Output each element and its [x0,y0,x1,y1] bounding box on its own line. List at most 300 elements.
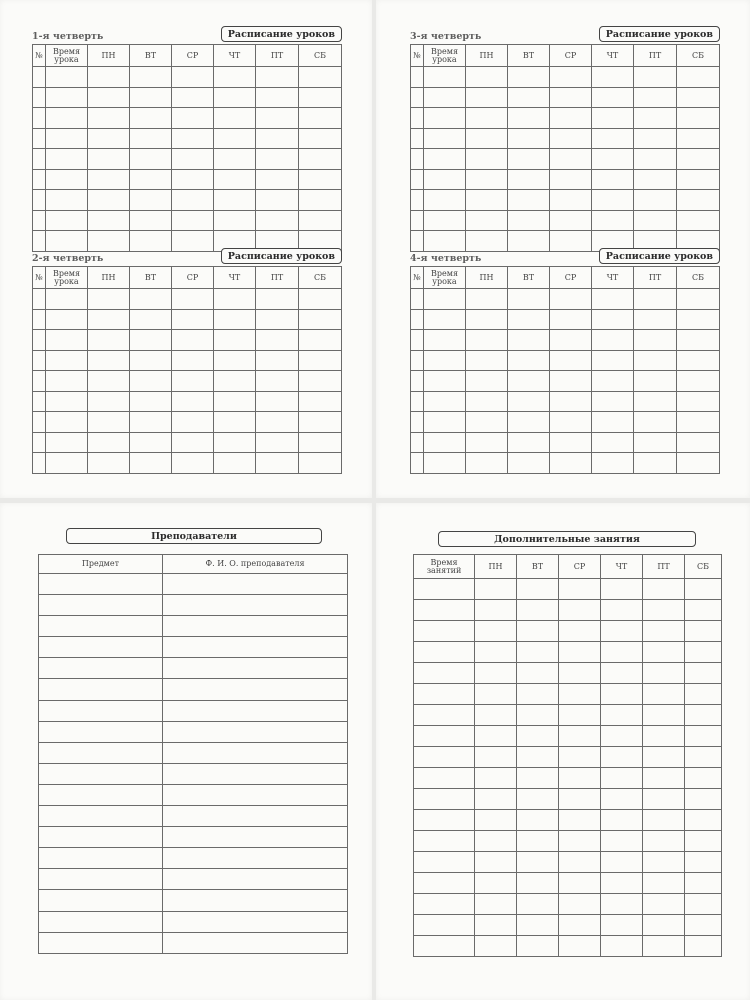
table-cell[interactable] [46,67,88,88]
table-cell[interactable] [130,432,172,453]
table-cell[interactable] [411,330,424,351]
table-cell[interactable] [299,210,342,231]
table-cell[interactable] [256,309,299,330]
table-cell[interactable] [466,391,508,412]
table-cell[interactable] [508,432,550,453]
table-cell[interactable] [130,231,172,252]
table-cell[interactable] [475,747,517,768]
table-cell[interactable] [677,87,720,108]
table-cell[interactable] [130,190,172,211]
table-cell[interactable] [634,391,677,412]
table-cell[interactable] [685,852,722,873]
table-cell[interactable] [299,391,342,412]
table-cell[interactable] [634,412,677,433]
table-cell[interactable] [634,350,677,371]
table-cell[interactable] [466,231,508,252]
table-cell[interactable] [424,391,466,412]
table-cell[interactable] [424,149,466,170]
table-cell[interactable] [592,289,634,310]
table-cell[interactable] [33,371,46,392]
table-cell[interactable] [299,289,342,310]
table-cell[interactable] [33,210,46,231]
table-cell[interactable] [411,169,424,190]
table-cell[interactable] [685,810,722,831]
table-cell[interactable] [601,579,643,600]
table-cell[interactable] [685,579,722,600]
table-cell[interactable] [601,768,643,789]
table-cell[interactable] [517,873,559,894]
table-cell[interactable] [466,371,508,392]
table-cell[interactable] [643,621,685,642]
table-cell[interactable] [163,848,348,869]
table-cell[interactable] [634,210,677,231]
table-cell[interactable] [214,412,256,433]
table-cell[interactable] [256,67,299,88]
table-cell[interactable] [163,574,348,595]
table-cell[interactable] [559,747,601,768]
table-cell[interactable] [466,412,508,433]
table-cell[interactable] [39,700,163,721]
table-cell[interactable] [299,350,342,371]
table-cell[interactable] [39,806,163,827]
table-cell[interactable] [592,432,634,453]
table-cell[interactable] [643,642,685,663]
table-cell[interactable] [299,412,342,433]
table-cell[interactable] [130,149,172,170]
table-cell[interactable] [559,600,601,621]
table-cell[interactable] [508,330,550,351]
table-cell[interactable] [39,827,163,848]
table-cell[interactable] [466,289,508,310]
table-cell[interactable] [414,726,475,747]
table-cell[interactable] [163,679,348,700]
table-cell[interactable] [475,789,517,810]
table-cell[interactable] [643,894,685,915]
table-cell[interactable] [414,579,475,600]
table-cell[interactable] [424,350,466,371]
table-cell[interactable] [475,621,517,642]
table-cell[interactable] [677,432,720,453]
table-cell[interactable] [256,108,299,129]
table-cell[interactable] [411,412,424,433]
table-cell[interactable] [163,721,348,742]
table-cell[interactable] [88,169,130,190]
table-cell[interactable] [466,67,508,88]
table-cell[interactable] [601,642,643,663]
table-cell[interactable] [643,747,685,768]
table-cell[interactable] [424,128,466,149]
table-cell[interactable] [634,169,677,190]
table-cell[interactable] [643,873,685,894]
table-cell[interactable] [299,149,342,170]
table-cell[interactable] [677,309,720,330]
table-cell[interactable] [88,391,130,412]
table-cell[interactable] [46,453,88,474]
table-cell[interactable] [559,789,601,810]
table-cell[interactable] [475,663,517,684]
table-cell[interactable] [163,595,348,616]
table-cell[interactable] [601,873,643,894]
table-cell[interactable] [424,190,466,211]
table-cell[interactable] [39,721,163,742]
table-cell[interactable] [592,210,634,231]
table-cell[interactable] [130,128,172,149]
table-cell[interactable] [634,432,677,453]
table-cell[interactable] [634,309,677,330]
table-cell[interactable] [475,642,517,663]
table-cell[interactable] [172,128,214,149]
table-cell[interactable] [130,391,172,412]
table-cell[interactable] [592,412,634,433]
table-cell[interactable] [414,873,475,894]
table-cell[interactable] [39,784,163,805]
table-cell[interactable] [685,831,722,852]
table-cell[interactable] [256,169,299,190]
table-cell[interactable] [172,289,214,310]
table-cell[interactable] [411,128,424,149]
table-cell[interactable] [592,67,634,88]
table-cell[interactable] [550,108,592,129]
table-cell[interactable] [163,932,348,953]
table-cell[interactable] [411,289,424,310]
table-cell[interactable] [46,87,88,108]
table-cell[interactable] [559,852,601,873]
table-cell[interactable] [601,684,643,705]
table-cell[interactable] [256,412,299,433]
table-cell[interactable] [643,684,685,705]
table-cell[interactable] [172,309,214,330]
table-cell[interactable] [550,149,592,170]
table-cell[interactable] [130,330,172,351]
table-cell[interactable] [550,210,592,231]
table-cell[interactable] [414,810,475,831]
table-cell[interactable] [33,309,46,330]
table-cell[interactable] [88,210,130,231]
table-cell[interactable] [592,330,634,351]
table-cell[interactable] [299,190,342,211]
table-cell[interactable] [299,453,342,474]
table-cell[interactable] [517,726,559,747]
table-cell[interactable] [508,108,550,129]
table-cell[interactable] [592,169,634,190]
table-cell[interactable] [88,190,130,211]
table-cell[interactable] [46,391,88,412]
table-cell[interactable] [466,169,508,190]
table-cell[interactable] [466,350,508,371]
table-cell[interactable] [424,231,466,252]
table-cell[interactable] [592,391,634,412]
table-cell[interactable] [299,128,342,149]
table-cell[interactable] [130,210,172,231]
table-cell[interactable] [517,621,559,642]
table-cell[interactable] [130,371,172,392]
table-cell[interactable] [46,149,88,170]
table-cell[interactable] [88,67,130,88]
table-cell[interactable] [33,350,46,371]
table-cell[interactable] [33,67,46,88]
table-cell[interactable] [475,705,517,726]
table-cell[interactable] [256,149,299,170]
table-cell[interactable] [475,936,517,957]
table-cell[interactable] [601,894,643,915]
table-cell[interactable] [508,169,550,190]
table-cell[interactable] [256,371,299,392]
table-cell[interactable] [214,391,256,412]
table-cell[interactable] [677,412,720,433]
table-cell[interactable] [559,831,601,852]
table-cell[interactable] [508,67,550,88]
table-cell[interactable] [88,231,130,252]
table-cell[interactable] [508,391,550,412]
table-cell[interactable] [466,210,508,231]
table-cell[interactable] [163,869,348,890]
table-cell[interactable] [39,595,163,616]
table-cell[interactable] [550,412,592,433]
table-cell[interactable] [411,371,424,392]
table-cell[interactable] [414,705,475,726]
table-cell[interactable] [601,789,643,810]
table-cell[interactable] [214,128,256,149]
table-cell[interactable] [163,616,348,637]
table-cell[interactable] [130,412,172,433]
table-cell[interactable] [466,190,508,211]
table-cell[interactable] [299,67,342,88]
table-cell[interactable] [466,128,508,149]
table-cell[interactable] [601,621,643,642]
table-cell[interactable] [559,621,601,642]
table-cell[interactable] [550,231,592,252]
table-cell[interactable] [256,453,299,474]
table-cell[interactable] [559,642,601,663]
table-cell[interactable] [550,87,592,108]
table-cell[interactable] [508,309,550,330]
table-cell[interactable] [214,330,256,351]
table-cell[interactable] [592,190,634,211]
table-cell[interactable] [299,309,342,330]
table-cell[interactable] [424,453,466,474]
table-cell[interactable] [88,371,130,392]
table-cell[interactable] [592,371,634,392]
table-cell[interactable] [601,600,643,621]
table-cell[interactable] [39,637,163,658]
table-cell[interactable] [39,848,163,869]
table-cell[interactable] [172,149,214,170]
table-cell[interactable] [411,453,424,474]
table-cell[interactable] [46,210,88,231]
table-cell[interactable] [424,169,466,190]
table-cell[interactable] [88,87,130,108]
table-cell[interactable] [33,391,46,412]
table-cell[interactable] [88,453,130,474]
table-cell[interactable] [559,684,601,705]
table-cell[interactable] [559,663,601,684]
table-cell[interactable] [677,149,720,170]
table-cell[interactable] [88,108,130,129]
table-cell[interactable] [677,108,720,129]
table-cell[interactable] [466,330,508,351]
table-cell[interactable] [685,894,722,915]
table-cell[interactable] [130,309,172,330]
table-cell[interactable] [643,789,685,810]
table-cell[interactable] [550,67,592,88]
table-cell[interactable] [88,128,130,149]
table-cell[interactable] [130,108,172,129]
table-cell[interactable] [685,621,722,642]
table-cell[interactable] [163,658,348,679]
table-cell[interactable] [677,371,720,392]
table-cell[interactable] [130,87,172,108]
table-cell[interactable] [172,190,214,211]
table-cell[interactable] [550,309,592,330]
table-cell[interactable] [475,579,517,600]
table-cell[interactable] [214,289,256,310]
table-cell[interactable] [559,579,601,600]
table-cell[interactable] [39,932,163,953]
table-cell[interactable] [414,831,475,852]
table-cell[interactable] [39,574,163,595]
table-cell[interactable] [601,726,643,747]
table-cell[interactable] [550,190,592,211]
table-cell[interactable] [33,108,46,129]
table-cell[interactable] [130,169,172,190]
table-cell[interactable] [466,309,508,330]
table-cell[interactable] [508,190,550,211]
table-cell[interactable] [39,890,163,911]
table-cell[interactable] [256,330,299,351]
table-cell[interactable] [130,67,172,88]
table-cell[interactable] [172,350,214,371]
table-cell[interactable] [592,108,634,129]
table-cell[interactable] [677,391,720,412]
table-cell[interactable] [414,621,475,642]
table-cell[interactable] [46,412,88,433]
table-cell[interactable] [508,350,550,371]
table-cell[interactable] [634,330,677,351]
table-cell[interactable] [414,747,475,768]
table-cell[interactable] [299,330,342,351]
table-cell[interactable] [39,658,163,679]
table-cell[interactable] [517,936,559,957]
table-cell[interactable] [677,330,720,351]
table-cell[interactable] [33,169,46,190]
table-cell[interactable] [414,894,475,915]
table-cell[interactable] [517,579,559,600]
table-cell[interactable] [508,231,550,252]
table-cell[interactable] [46,169,88,190]
table-cell[interactable] [411,87,424,108]
table-cell[interactable] [256,87,299,108]
table-cell[interactable] [550,391,592,412]
table-cell[interactable] [685,684,722,705]
table-cell[interactable] [677,128,720,149]
table-cell[interactable] [414,768,475,789]
table-cell[interactable] [643,600,685,621]
table-cell[interactable] [46,190,88,211]
table-cell[interactable] [172,231,214,252]
table-cell[interactable] [424,330,466,351]
table-cell[interactable] [634,289,677,310]
table-cell[interactable] [677,289,720,310]
table-cell[interactable] [163,784,348,805]
table-cell[interactable] [601,663,643,684]
table-cell[interactable] [677,190,720,211]
table-cell[interactable] [634,87,677,108]
table-cell[interactable] [550,169,592,190]
table-cell[interactable] [172,371,214,392]
table-cell[interactable] [550,128,592,149]
table-cell[interactable] [88,432,130,453]
table-cell[interactable] [214,87,256,108]
table-cell[interactable] [172,210,214,231]
table-cell[interactable] [685,663,722,684]
table-cell[interactable] [299,371,342,392]
table-cell[interactable] [46,432,88,453]
table-cell[interactable] [256,432,299,453]
table-cell[interactable] [685,705,722,726]
table-cell[interactable] [643,768,685,789]
table-cell[interactable] [517,894,559,915]
table-cell[interactable] [601,936,643,957]
table-cell[interactable] [559,810,601,831]
table-cell[interactable] [172,67,214,88]
table-cell[interactable] [643,831,685,852]
table-cell[interactable] [559,894,601,915]
table-cell[interactable] [517,915,559,936]
table-cell[interactable] [46,350,88,371]
table-cell[interactable] [508,87,550,108]
table-cell[interactable] [424,309,466,330]
table-cell[interactable] [214,210,256,231]
table-cell[interactable] [33,289,46,310]
table-cell[interactable] [475,915,517,936]
table-cell[interactable] [214,169,256,190]
table-cell[interactable] [172,432,214,453]
table-cell[interactable] [517,684,559,705]
table-cell[interactable] [411,432,424,453]
table-cell[interactable] [559,705,601,726]
table-cell[interactable] [172,453,214,474]
table-cell[interactable] [33,128,46,149]
table-cell[interactable] [685,600,722,621]
table-cell[interactable] [46,231,88,252]
table-cell[interactable] [414,600,475,621]
table-cell[interactable] [634,128,677,149]
table-cell[interactable] [601,747,643,768]
table-cell[interactable] [130,289,172,310]
table-cell[interactable] [172,87,214,108]
table-cell[interactable] [643,705,685,726]
table-cell[interactable] [130,453,172,474]
table-cell[interactable] [685,936,722,957]
table-cell[interactable] [466,453,508,474]
table-cell[interactable] [517,642,559,663]
table-cell[interactable] [256,210,299,231]
table-cell[interactable] [517,810,559,831]
table-cell[interactable] [559,915,601,936]
table-cell[interactable] [559,936,601,957]
table-cell[interactable] [685,915,722,936]
table-cell[interactable] [163,637,348,658]
table-cell[interactable] [592,149,634,170]
table-cell[interactable] [214,432,256,453]
table-cell[interactable] [592,453,634,474]
table-cell[interactable] [414,642,475,663]
table-cell[interactable] [517,768,559,789]
table-cell[interactable] [685,873,722,894]
table-cell[interactable] [88,289,130,310]
table-cell[interactable] [634,149,677,170]
table-cell[interactable] [256,350,299,371]
